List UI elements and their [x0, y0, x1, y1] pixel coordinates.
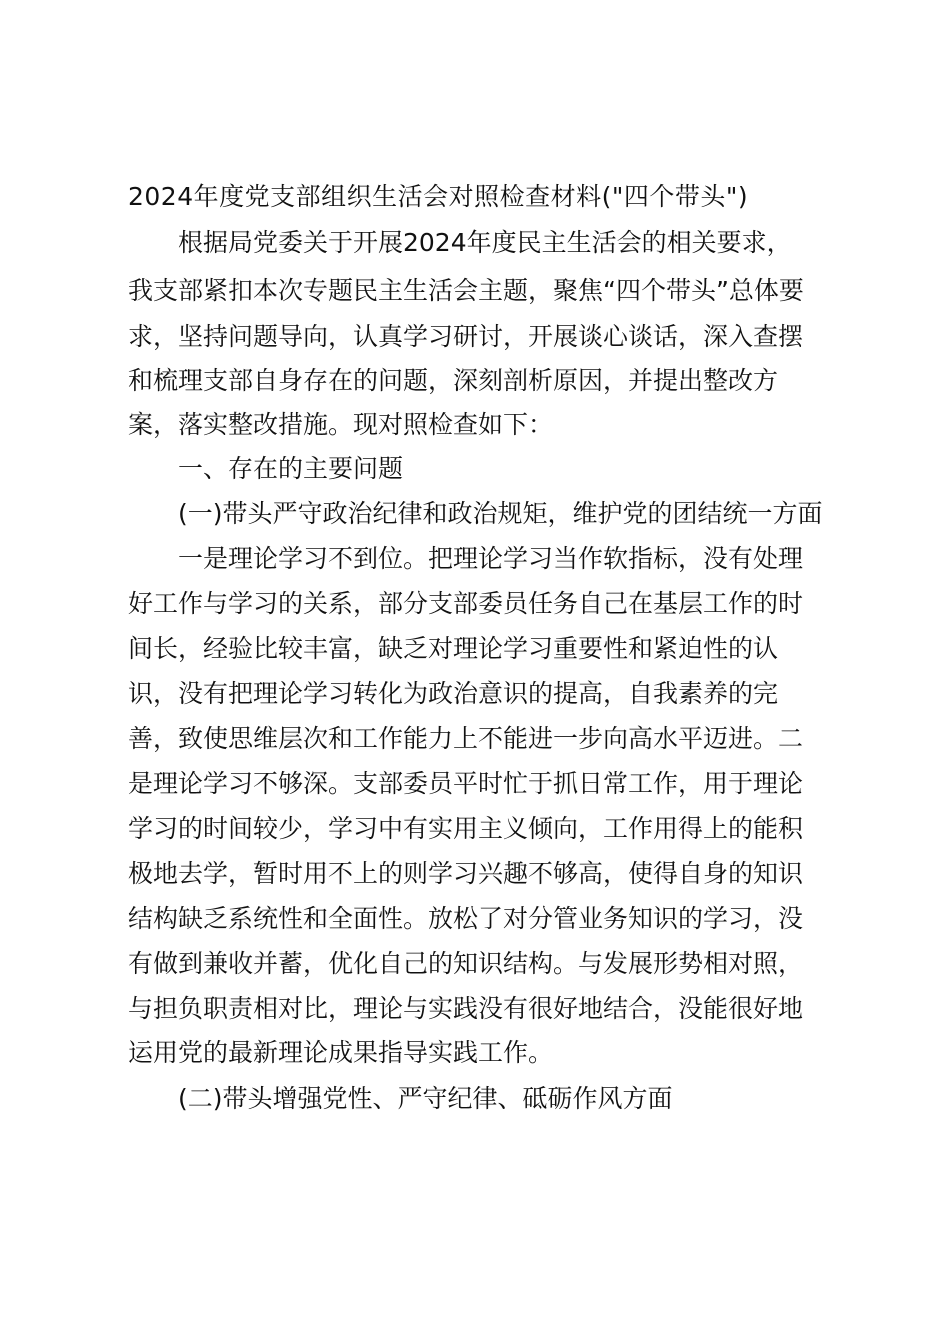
subsection-heading: (一)带头严守政治纪律和政治规矩，维护党的团结统一方面 — [178, 499, 823, 528]
paragraph-line: 与担负职责相对比，理论与实践没有很好地结合，没能很好地 — [128, 994, 804, 1023]
paragraph-line: 极地去学，暂时用不上的则学习兴趣不够高，使得自身的知识 — [128, 859, 804, 888]
paragraph-line: 案，落实整改措施。现对照检查如下： — [128, 410, 554, 439]
paragraph-line: 和梳理支部自身存在的问题，深刻剖析原因，并提出整改方 — [128, 366, 779, 395]
subsection-heading: (二)带头增强党性、严守纪律、砥砺作风方面 — [178, 1084, 673, 1113]
paragraph-line: 求，坚持问题导向，认真学习研讨，开展谈心谈话，深入查摆 — [128, 322, 804, 351]
document-title: 2024年度党支部组织生活会对照检查材料("四个带头") — [128, 182, 749, 211]
paragraph-line: 是理论学习不够深。支部委员平时忙于抓日常工作，用于理论 — [128, 769, 804, 798]
paragraph-line: 有做到兼收并蓄，优化自己的知识结构。与发展形势相对照， — [128, 949, 804, 978]
paragraph-line: 一是理论学习不到位。把理论学习当作软指标，没有处理 — [178, 544, 804, 573]
paragraph-line: 间长，经验比较丰富，缺乏对理论学习重要性和紧迫性的认 — [128, 634, 779, 663]
section-heading: 一、存在的主要问题 — [178, 454, 404, 483]
paragraph-line: 结构缺乏系统性和全面性。放松了对分管业务知识的学习，没 — [128, 904, 804, 933]
paragraph-line: 学习的时间较少，学习中有实用主义倾向，工作用得上的能积 — [128, 814, 804, 843]
paragraph-line: 根据局党委关于开展2024年度民主生活会的相关要求， — [178, 228, 792, 257]
paragraph-line: 好工作与学习的关系，部分支部委员任务自己在基层工作的时 — [128, 589, 804, 618]
paragraph-line: 识，没有把理论学习转化为政治意识的提高，自我素养的完 — [128, 679, 779, 708]
paragraph-line: 我支部紧扣本次专题民主生活会主题，聚焦“四个带头”总体要 — [128, 276, 804, 305]
paragraph-line: 运用党的最新理论成果指导实践工作。 — [128, 1038, 554, 1067]
paragraph-line: 善，致使思维层次和工作能力上不能进一步向高水平迈进。二 — [128, 724, 804, 753]
